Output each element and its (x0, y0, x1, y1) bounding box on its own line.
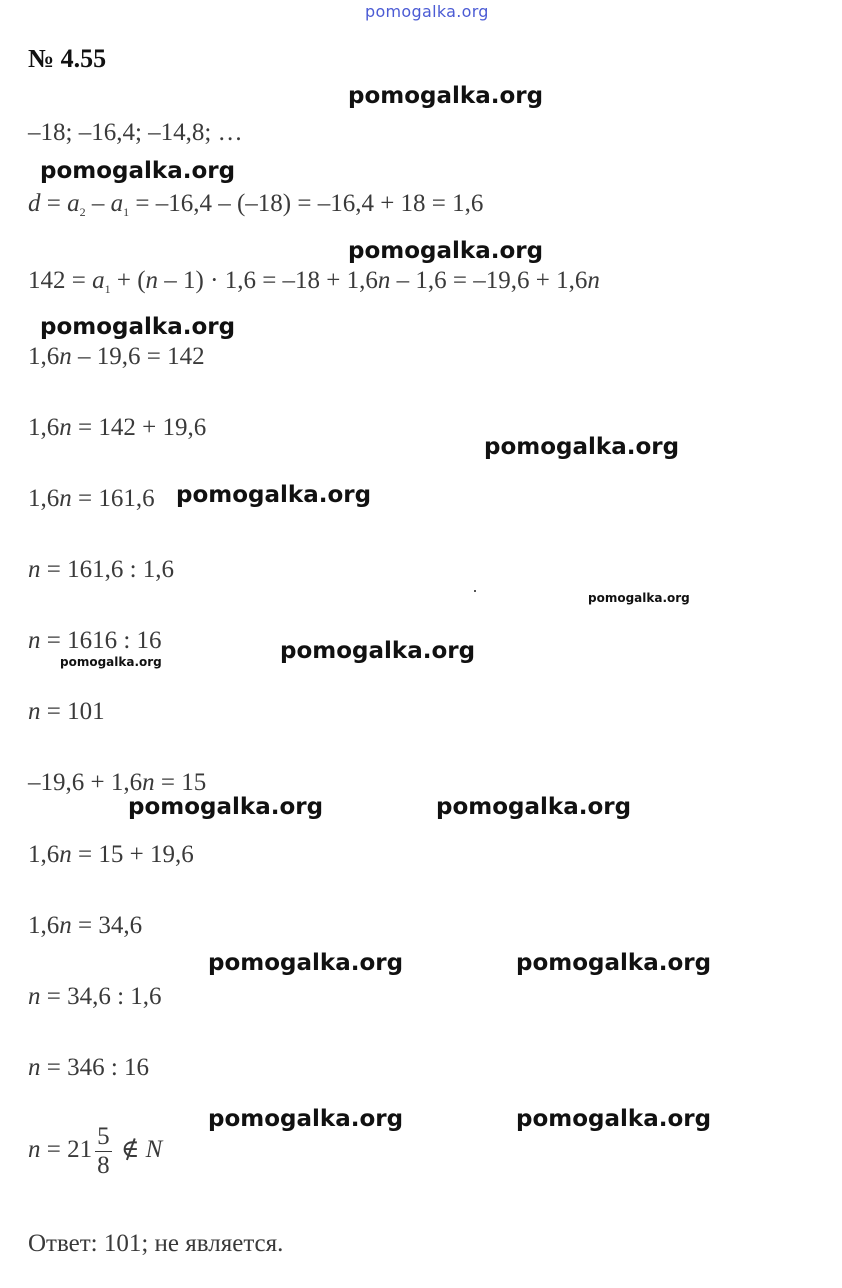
f142-a-sub: 1 (104, 282, 111, 296)
step-line: 1,6n = 161,6 (28, 485, 155, 512)
answer-line: Ответ: 101; не является. (28, 1230, 284, 1257)
watermark: pomogalka.org (348, 83, 544, 109)
small-watermark: pomogalka.org (588, 591, 690, 605)
small-watermark: pomogalka.org (60, 655, 162, 669)
formula-142 (28, 266, 600, 304)
watermark: pomogalka.org (40, 158, 236, 184)
watermark: pomogalka.org (436, 794, 632, 820)
denominator: 8 (97, 1151, 110, 1179)
watermark: pomogalka.org (208, 1106, 404, 1132)
f142-start: 142 = (28, 267, 93, 294)
watermark: pomogalka.org (40, 314, 236, 340)
watermark: pomogalka.org (128, 794, 324, 820)
f142-mid2: – 1) · 1,6 = –18 + 1,6 (158, 267, 378, 294)
fraction (95, 1123, 112, 1180)
numerator: 5 (97, 1122, 110, 1150)
final-line (28, 1120, 162, 1180)
f142-a: a (92, 267, 105, 294)
step-line: 1,6n = 34,6 (28, 912, 143, 939)
step-line: 1,6n = 15 + 19,6 (28, 841, 194, 868)
var-a1: a (110, 190, 124, 217)
sub-2: 2 (79, 205, 86, 219)
formula-d-rest: = –16,4 – (–18) = –16,4 + 18 = 1,6 (129, 190, 484, 217)
set-n: N (145, 1136, 163, 1163)
sub-1: 1 (123, 205, 130, 219)
watermark: pomogalka.org (484, 434, 680, 460)
step-line: –19,6 + 1,6n = 15 (28, 769, 207, 796)
formula-d-eq: = (40, 190, 68, 217)
step-line: n = 346 : 16 (28, 1054, 150, 1081)
f142-mid1: + ( (110, 267, 146, 294)
stray-dot (474, 590, 476, 592)
step-line: 1,6n = 142 + 19,6 (28, 414, 207, 441)
watermark: pomogalka.org (208, 950, 404, 976)
var-d: d (28, 190, 41, 217)
final-eq: = 21 (40, 1136, 93, 1163)
final-n: n (28, 1136, 41, 1163)
f142-n2: n (377, 267, 391, 294)
step-line: n = 101 (28, 698, 105, 725)
top-watermark: pomogalka.org (365, 2, 489, 21)
not-in-symbol: ∉ (120, 1136, 140, 1163)
step-line: 1,6n – 19,6 = 142 (28, 343, 205, 370)
step-line: n = 161,6 : 1,6 (28, 556, 175, 583)
watermark: pomogalka.org (516, 950, 712, 976)
watermark: pomogalka.org (280, 638, 476, 664)
watermark: pomogalka.org (516, 1106, 712, 1132)
problem-title: № 4.55 (28, 44, 107, 73)
f142-n3: n (587, 267, 600, 294)
sequence-line: –18; –16,4; –14,8; … (28, 119, 243, 146)
watermark: pomogalka.org (348, 238, 544, 264)
f142-mid3: – 1,6 = –19,6 + 1,6 (390, 267, 588, 294)
f142-n1: n (145, 267, 159, 294)
formula-d-minus: – (85, 190, 111, 217)
step-line: n = 1616 : 16 (28, 627, 162, 654)
formula-d (28, 189, 483, 227)
step-line: n = 34,6 : 1,6 (28, 983, 162, 1010)
watermark: pomogalka.org (176, 482, 372, 508)
var-a2: a (67, 190, 80, 217)
